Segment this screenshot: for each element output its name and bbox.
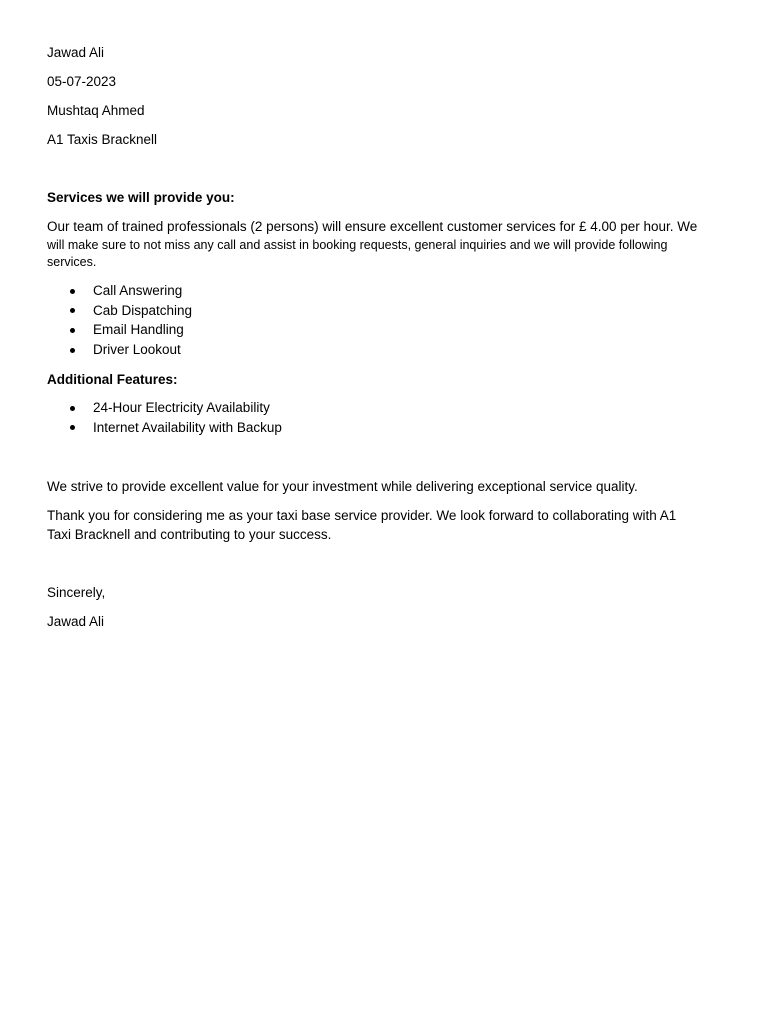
- list-item: [47, 320, 192, 340]
- features-heading: Additional Features:: [47, 372, 178, 387]
- recipient-name: Mushtaq Ahmed: [47, 103, 145, 118]
- recipient-company: A1 Taxis Bracknell: [47, 132, 158, 147]
- list-item: [47, 340, 192, 360]
- sender-name: Jawad Ali: [47, 45, 105, 60]
- services-intro-line-2: will make sure to not miss any call and assist in booking requests, general inquiries and we will provide following: [47, 238, 668, 252]
- list-item: [47, 418, 282, 438]
- thanks-line-1: Thank you for considering me as your taxi base service provider. We look forward to collaborating with A1: [47, 508, 677, 523]
- signoff: Sincerely,: [47, 585, 106, 600]
- value-statement: We strive to provide excellent value for your investment while delivering exceptional service quality.: [47, 479, 638, 494]
- feature-item-label: 24-Hour Electricity Availability: [93, 400, 270, 415]
- bullet-icon: [70, 425, 75, 430]
- service-item-label: Cab Dispatching: [93, 302, 193, 318]
- list-item: [47, 301, 192, 321]
- bullet-icon: [70, 328, 75, 333]
- services-intro-line-1: Our team of trained professionals (2 persons) will ensure excellent customer services for £ 4.00 per hour. We: [47, 219, 698, 234]
- bullet-icon: [70, 289, 75, 294]
- feature-item-label: Internet Availability with Backup: [93, 419, 282, 435]
- services-list: [47, 281, 192, 360]
- services-heading: Services we will provide you:: [47, 190, 235, 205]
- service-item-label: Email Handling: [93, 322, 184, 338]
- bullet-icon: [70, 308, 75, 313]
- service-item-label: Call Answering: [93, 283, 183, 298]
- services-intro-line-3: services.: [47, 255, 97, 269]
- list-item: [47, 398, 282, 418]
- bullet-icon: [70, 406, 75, 411]
- letter-date: 05-07-2023: [47, 74, 117, 89]
- bullet-icon: [70, 348, 75, 353]
- signature: Jawad Ali: [47, 614, 105, 629]
- features-list: [47, 398, 282, 437]
- list-item: [47, 281, 192, 301]
- thanks-line-2: Taxi Bracknell and contributing to your success.: [47, 527, 332, 542]
- service-item-label: Driver Lookout: [93, 342, 181, 358]
